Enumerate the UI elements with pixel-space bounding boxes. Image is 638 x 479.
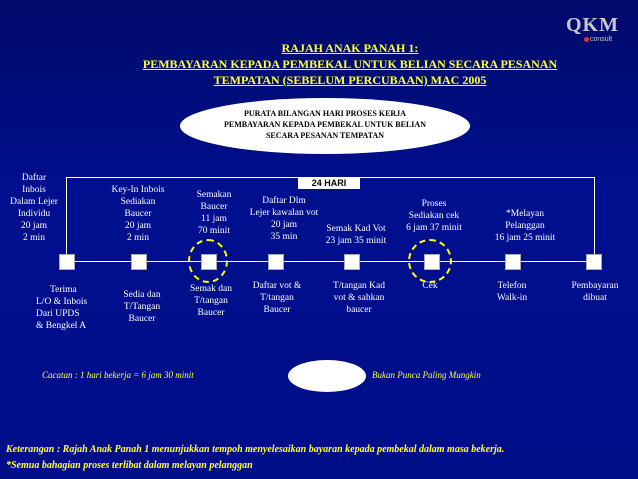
upper-label-7: *Melayan Pelanggan 16 jam 25 minit xyxy=(494,209,556,243)
lower-label-5: T/tangan Kad vot & sahkan baucer xyxy=(333,281,385,315)
span-bracket-right xyxy=(594,177,595,254)
lower-label-8: Pembayaran dibuat xyxy=(571,281,619,303)
step-box-1 xyxy=(59,254,75,270)
upper-label-1: Daftar Inbois Dalam Lejer Individu 20 jam 2 min xyxy=(10,173,58,243)
title-line-1: RAJAH ANAK PANAH 1: xyxy=(281,41,419,55)
legend-blank-oval xyxy=(288,360,366,392)
upper-label-6: Proses Sediakan cek 6 jam 37 minit xyxy=(406,199,462,233)
title-line-2: PEMBAYARAN KEPADA PEMBEKAL UNTUK BELIAN SECARA PESANAN xyxy=(142,57,558,71)
qkm-logo-sub: consult xyxy=(590,36,613,43)
highlight-circle-semakan xyxy=(188,239,228,283)
footer-keterangan: Keterangan : Rajah Anak Panah 1 menunjukkan tempoh menyelesaikan bayaran kepada pembekal dalam masa bekerja. xyxy=(6,444,505,455)
note-hari-bekerja: Cacatan : 1 hari bekerja = 6 jam 30 minit xyxy=(42,370,194,380)
lower-label-1: Terima L/O & Inbois Dari UPDS & Bengkel A xyxy=(36,285,88,331)
upper-label-3: Semakan Baucer 11 jam 70 minit xyxy=(196,190,232,236)
step-box-2 xyxy=(131,254,147,270)
step-box-8 xyxy=(586,254,602,270)
oval-line-3: SECARA PESANAN TEMPATAN xyxy=(265,131,385,140)
upper-label-2: Key-In Inbois Sediakan Baucer 20 jam 2 min xyxy=(111,185,165,243)
lower-label-3: Semak dan T/tangan Baucer xyxy=(190,284,232,318)
lower-label-2: Sedia dan T/Tangan Baucer xyxy=(123,290,161,324)
upper-label-5: Semak Kad Vot 23 jam 35 minit xyxy=(325,224,387,246)
step-box-4 xyxy=(268,254,284,270)
highlight-circle-cek xyxy=(408,239,452,283)
oval-line-2: PEMBAYARAN KEPADA PEMBEKAL UNTUK BELIAN xyxy=(224,120,426,129)
qkm-logo: QKM xyxy=(566,14,619,36)
footer-nota: *Semua bahagian proses terlibat dalam melayan pelanggan xyxy=(6,460,253,471)
oval-line-1: PURATA BILANGAN HARI PROSES KERJA xyxy=(244,109,406,118)
lower-label-6: Cek xyxy=(422,281,438,291)
summary-oval xyxy=(180,98,470,154)
span-label-24-hari: 24 HARI xyxy=(298,177,360,189)
span-bracket-left xyxy=(66,177,67,254)
lower-label-7: Telefon Walk-in xyxy=(496,281,528,303)
upper-label-4: Daftar Dlm Lejer kawalan vot 20 jam 35 min xyxy=(249,196,319,242)
note-bukan-punca: Bukan Punca Paling Mungkin xyxy=(372,370,481,380)
lower-label-4: Daftar vot & T/tangan Baucer xyxy=(252,281,302,315)
step-box-5 xyxy=(344,254,360,270)
title-line-3: TEMPATAN (SEBELUM PERCUBAAN) MAC 2005 xyxy=(213,73,487,87)
step-box-7 xyxy=(505,254,521,270)
